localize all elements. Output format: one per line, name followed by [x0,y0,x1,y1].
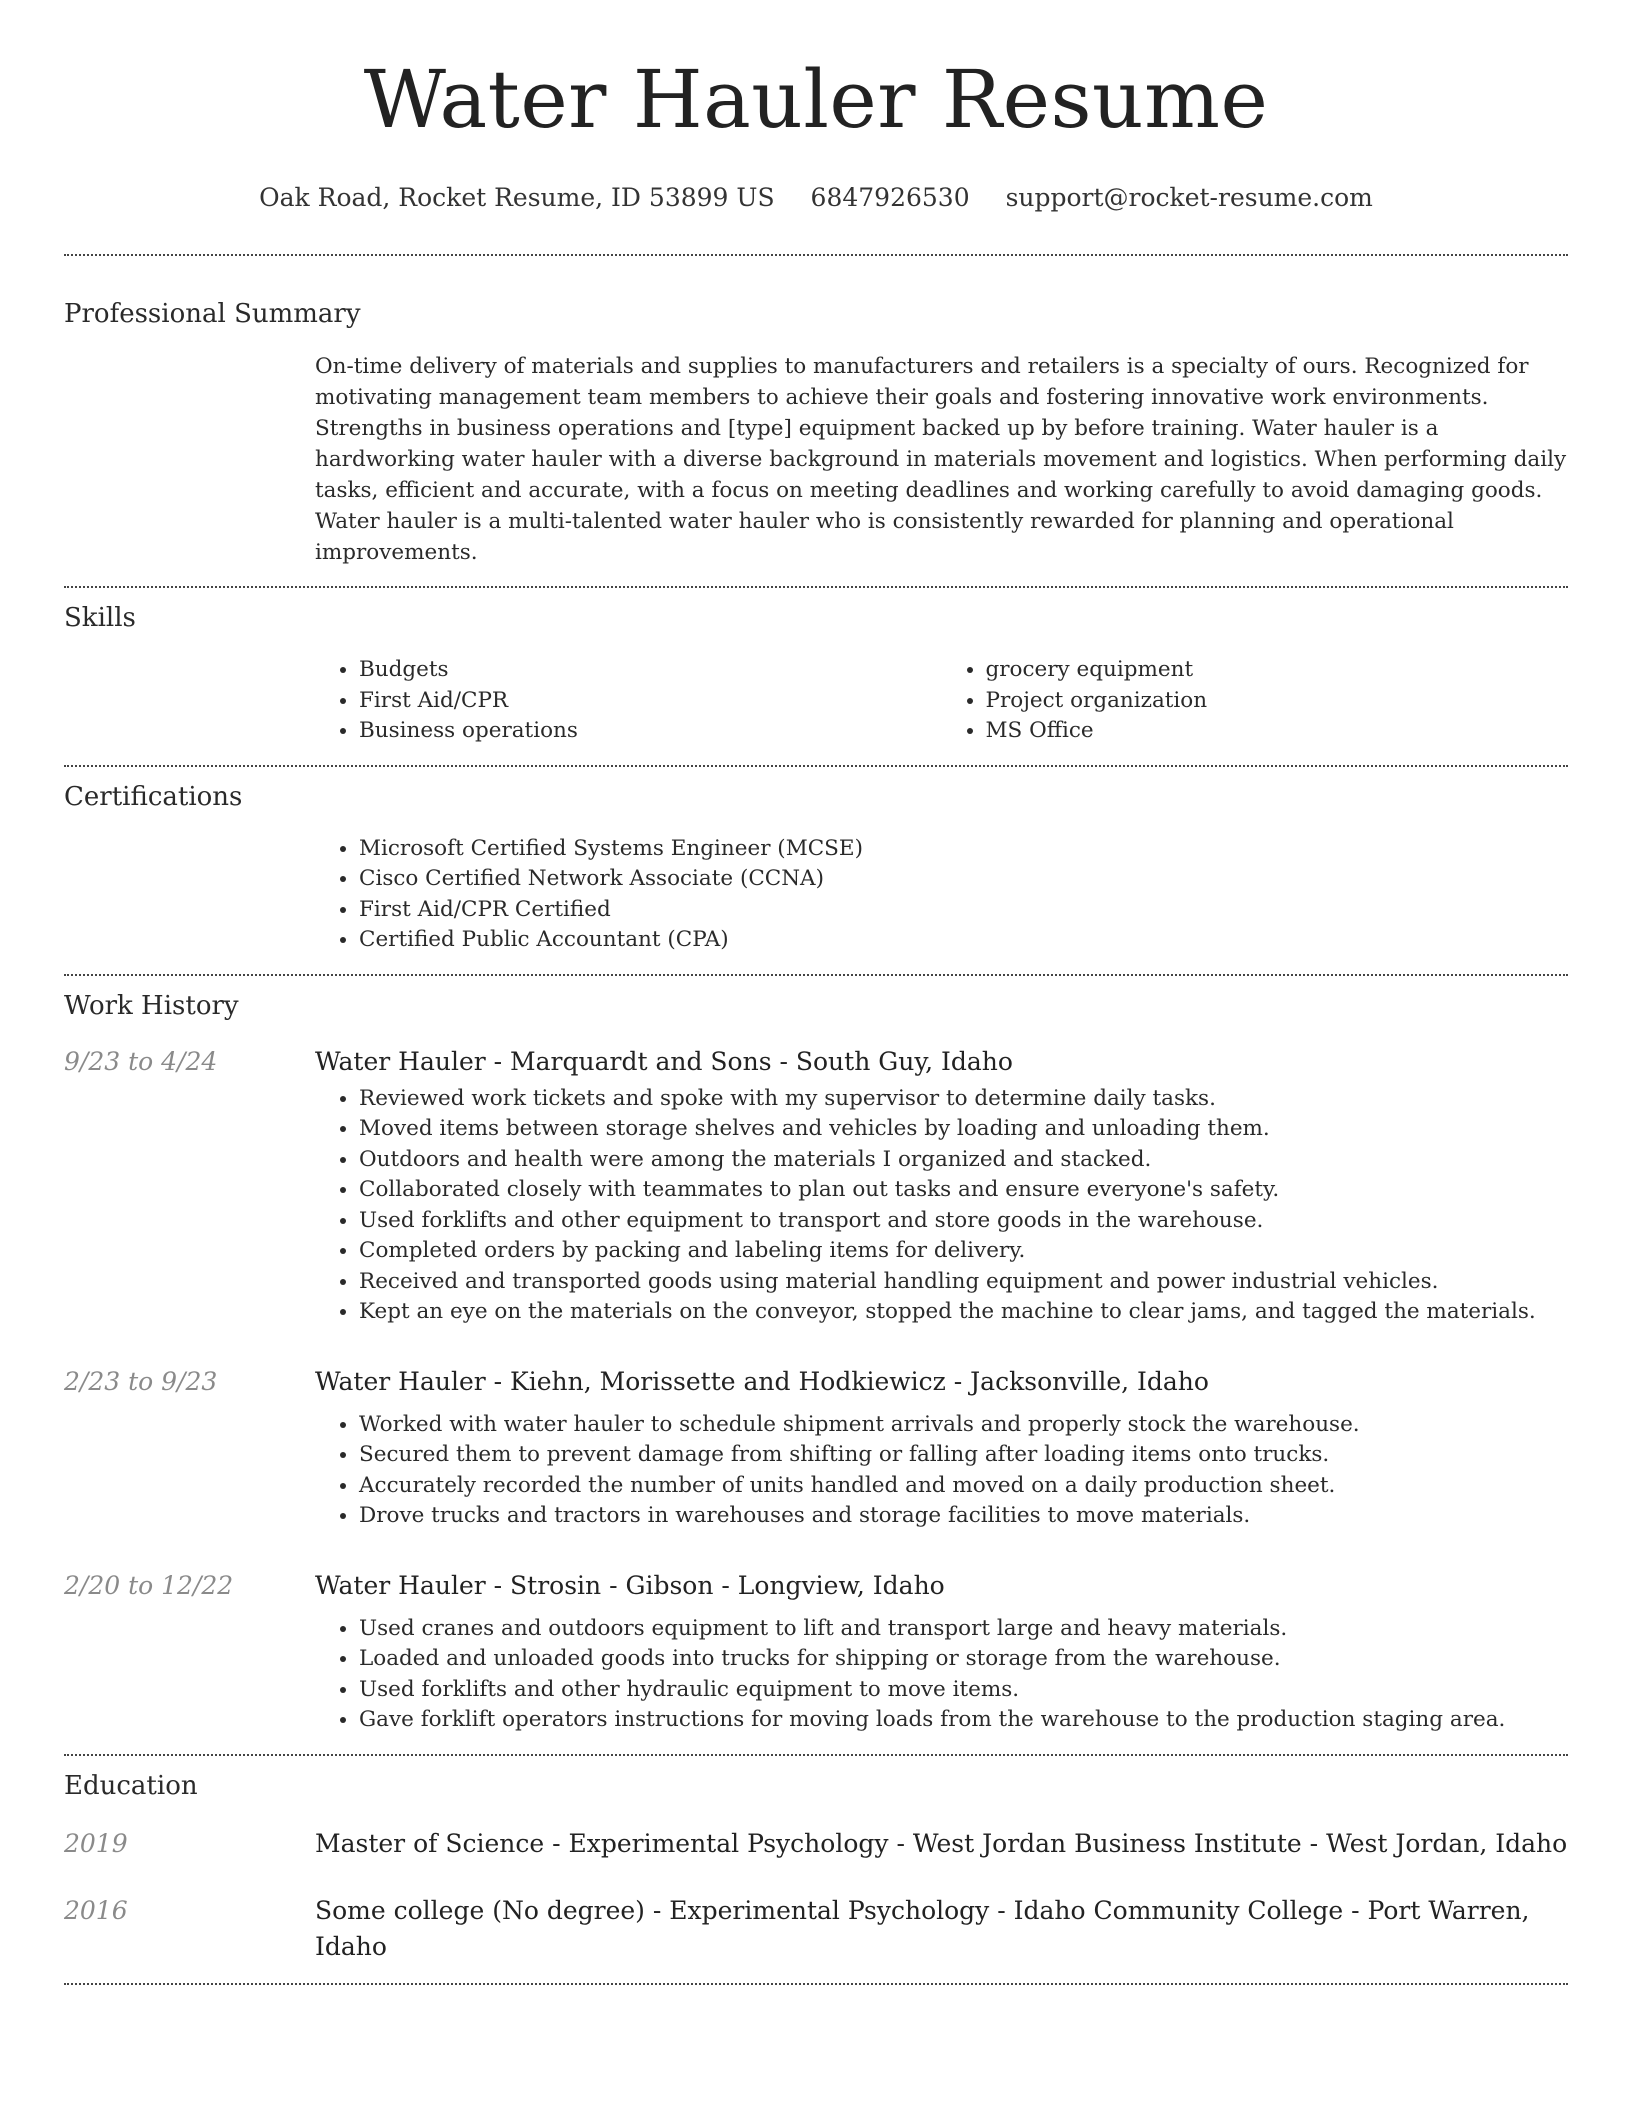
job-date: 2/20 to 12/22 [64,1570,234,1600]
job-bullet: • Secured them to prevent damage from shifting or falling after loading items onto trucks. [359,1440,1568,1471]
job-bullets [64,1084,1568,1328]
job-bullet: • Outdoors and health were among the materials I organized and stacked. [359,1145,1568,1176]
summary-text: On-time delivery of materials and supplies to manufacturers and retailers is a specialty of ours. Recognized for motivating management team members to achieve their goals and fostering innovative work environments. Strengths in business operations and [type] equipment backed up by before training. Water hauler is a hardworking water hauler with a diverse background in materials movement and logistics. When performing daily tasks, efficient and accurate, with a focus on meeting deadlines and working carefully to avoid damaging goods. Water hauler is a multi-talented water hauler who is consistently rewarded for planning and operational improvements. [315,354,1567,565]
education-date: 2016 [64,1895,128,1925]
work-section [64,976,1568,1736]
certification-item: • First Aid/CPR Certified [359,895,1568,926]
job-bullet: • Used forklifts and other equipment to transport and store goods in the warehouse. [359,1206,1568,1237]
contact-phone: 6847926530 [810,183,970,212]
summary-section [64,256,1568,568]
contact-email: support@rocket-resume.com [1005,183,1373,212]
skill-item: • First Aid/CPR [359,686,942,717]
section-title-skills: Skills [64,603,136,633]
education-heading: Some college (No degree) - Experimental Psychology - Idaho Community College - Port Warren, Idaho [315,1895,1530,1961]
certification-item: • Cisco Certified Network Associate (CCNA) [359,864,1568,895]
section-title-certifications: Certifications [64,781,243,812]
job-bullet: • Moved items between storage shelves and vehicles by loading and unloading them. [359,1114,1568,1145]
job-heading: Water Hauler - Marquardt and Sons - South Guy, Idaho [315,1046,1013,1076]
job-bullet: • Collaborated closely with teammates to plan out tasks and ensure everyone's safety. [359,1175,1568,1206]
skill-item: • Project organization [986,686,1569,717]
job-date: 2/23 to 9/23 [64,1366,218,1396]
job-bullets [64,1410,1568,1532]
certification-item: • Microsoft Certified Systems Engineer (MCSE) [359,834,1568,865]
education-heading: Master of Science - Experimental Psychology - West Jordan Business Institute - West Jordan, Idaho [315,1828,1568,1858]
job-bullet: • Reviewed work tickets and spoke with my supervisor to determine daily tasks. [359,1084,1568,1115]
education-entry [64,1826,1568,1862]
job-bullet: • Accurately recorded the number of units handled and moved on a daily production sheet. [359,1471,1568,1502]
education-entry [64,1893,1568,1965]
job-bullet: • Used forklifts and other hydraulic equipment to move items. [359,1675,1568,1706]
skills-list-right [942,655,1569,747]
job-bullet: • Drove trucks and tractors in warehouses and storage facilities to move materials. [359,1501,1568,1532]
certifications-list [315,834,1568,956]
job-heading: Water Hauler - Kiehn, Morissette and Hodkiewicz - Jacksonville, Idaho [315,1366,1209,1396]
job-bullet: • Gave forklift operators instructions for moving loads from the warehouse to the production staging area. [359,1705,1568,1736]
skill-item: • grocery equipment [986,655,1569,686]
skills-list-left [315,655,942,747]
job-bullet: • Used cranes and outdoors equipment to lift and transport large and heavy materials. [359,1614,1568,1645]
job-entry [64,1364,1568,1532]
contact-address: Oak Road, Rocket Resume, ID 53899 US [259,183,775,212]
job-date: 9/23 to 4/24 [64,1046,218,1076]
job-heading: Water Hauler - Strosin - Gibson - Longview, Idaho [315,1570,945,1600]
job-bullets [64,1614,1568,1736]
divider [64,1983,1568,1985]
education-section [64,1756,1568,1965]
job-entry [64,1044,1568,1328]
skill-item: • MS Office [986,716,1569,747]
job-bullet: • Completed orders by packing and labeling items for delivery. [359,1236,1568,1267]
section-title-summary: Professional Summary [64,299,361,329]
section-title-work: Work History [64,990,239,1021]
section-title-education: Education [64,1770,198,1801]
skill-item: • Budgets [359,655,942,686]
job-bullet: • Loaded and unloaded goods into trucks for shipping or storage from the warehouse. [359,1644,1568,1675]
certification-item: • Certified Public Accountant (CPA) [359,925,1568,956]
certifications-section [64,767,1568,956]
skill-item: • Business operations [359,716,942,747]
education-date: 2019 [64,1828,128,1858]
resume-title: Water Hauler Resume [363,53,1269,146]
job-bullet: • Worked with water hauler to schedule shipment arrivals and properly stock the warehouse. [359,1410,1568,1441]
contact-line [64,180,1568,216]
job-bullet: • Received and transported goods using material handling equipment and power industrial vehicles. [359,1267,1568,1298]
job-entry [64,1568,1568,1736]
job-bullet: • Kept an eye on the materials on the conveyor, stopped the machine to clear jams, and tagged the materials. [359,1297,1568,1328]
skills-section [64,588,1568,747]
skills-grid [315,655,1568,747]
